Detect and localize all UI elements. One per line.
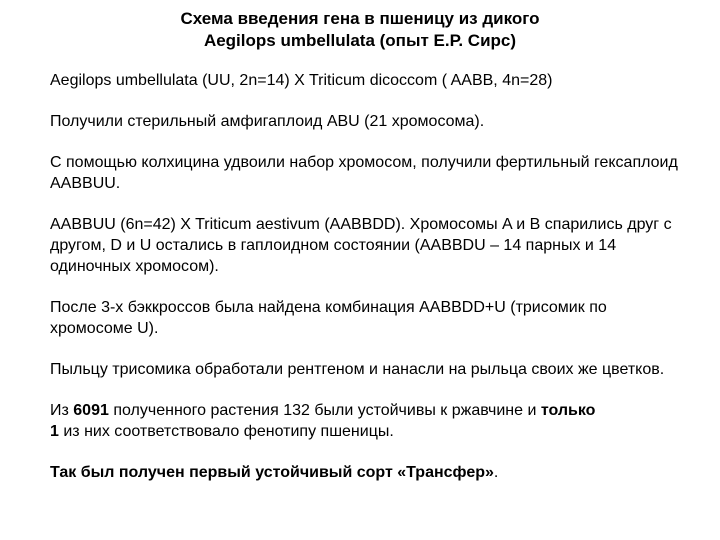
paragraph-amphihaploid: Получили стерильный амфигаплоид ABU (21 хромосома). xyxy=(50,113,485,130)
conclusion-period: . xyxy=(493,464,499,481)
title-line-1: Схема введения гена в пшеницу из дикого xyxy=(180,9,540,28)
slide-title xyxy=(60,8,660,52)
paragraph-xray-pollen: Пыльцу трисомика обработали рентгеном и нанасли на рыльца своих же цветков. xyxy=(50,361,665,378)
paragraph-trisomic: После 3-х бэккроссов была найдена комбинация AABBDD+U (трисомик по хромосоме U). xyxy=(50,299,607,337)
paragraph-backcross-aestivum: AABBUU (6n=42) X Triticum aestivum (AABBDD). Хромосомы A и B спарились друг с другом, D и U остались в гаплоидном состоянии (AABBDU – 14 парных и 14 одиночных хромосом). xyxy=(50,216,672,275)
results-text-3: из них соответствовало фенотипу пшеницы. xyxy=(58,423,394,440)
title-line-2: Aegilops umbellulata (опыт Е.Р. Сирс) xyxy=(203,31,517,50)
paragraph-results xyxy=(50,400,690,442)
paragraph-crossing: Aegilops umbellulata (UU, 2n=14) X Triticum dicoccom ( AABB, 4n=28) xyxy=(50,72,553,89)
slide-body xyxy=(50,70,690,503)
results-text-2: полученного растения 132 были устойчивы к ржавчине и xyxy=(108,402,541,419)
paragraph-colchicine: С помощью колхицина удвоили набор хромосом, получили фертильный гексаплоид AABBUU. xyxy=(50,154,678,192)
results-count: 6091 xyxy=(73,402,109,419)
conclusion-text: Так был получен первый устойчивый сорт «Трансфер» xyxy=(50,464,494,481)
results-one: 1 xyxy=(50,423,59,440)
results-text-1: Из xyxy=(50,402,74,419)
paragraph-conclusion xyxy=(50,462,690,483)
results-only: только xyxy=(540,402,596,419)
